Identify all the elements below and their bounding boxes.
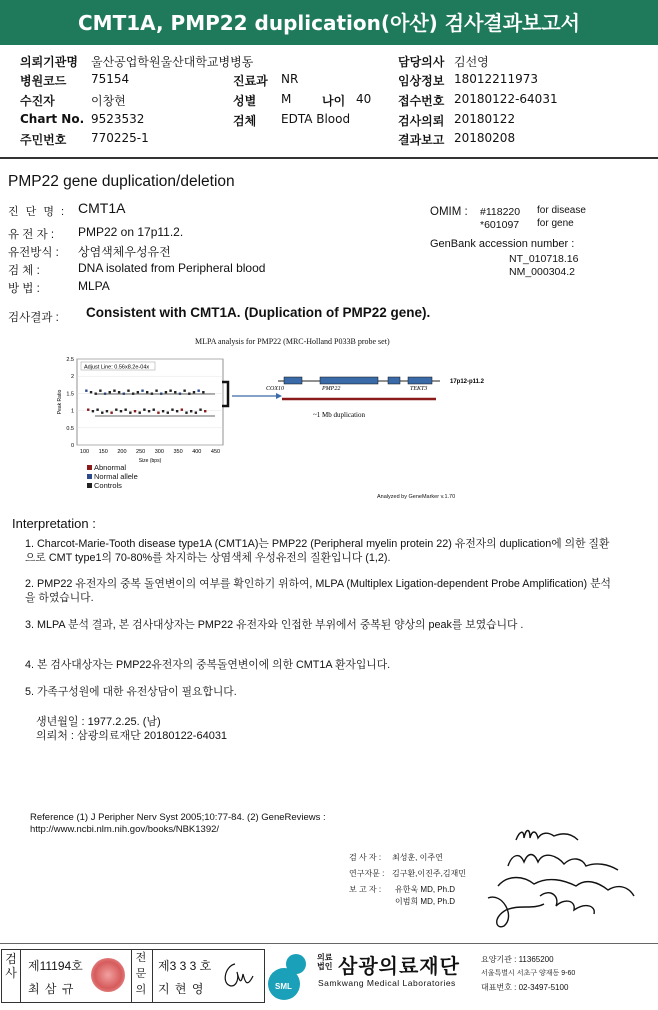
patient-label: 수진자 xyxy=(20,94,55,108)
peak-point xyxy=(204,410,206,412)
peak-point xyxy=(165,391,167,393)
gene-value: PMP22 on 17p11.2. xyxy=(78,225,184,239)
requested-label: 검사의뢰 xyxy=(398,114,445,128)
requested-value: 20180122 xyxy=(454,112,516,126)
tester-label: 검 사 자 : xyxy=(349,853,382,862)
analyzed-by: Analyzed by GeneMarker v.1.70 xyxy=(377,494,456,500)
sex-value: M xyxy=(281,92,292,106)
reported-value: 20180208 xyxy=(454,131,516,145)
clinical-value: 18012211973 xyxy=(454,72,538,86)
peak-point xyxy=(113,390,115,392)
reference-url[interactable]: http://www.ncbi.nlm.nih.gov/books/NBK1392/ xyxy=(30,824,220,835)
org-english: Samkwang Medical Laboratories xyxy=(318,978,456,988)
peak-point xyxy=(85,390,87,392)
specialist-label: 전문의 xyxy=(135,951,147,996)
peak-point xyxy=(181,409,183,411)
institution-value: 울산공업학원울산대학교병병동 xyxy=(91,55,254,69)
license-1: 제11194호 xyxy=(28,959,83,973)
bracket xyxy=(222,382,228,406)
xtick-label: 200 xyxy=(117,449,127,455)
seal-stamp xyxy=(91,958,125,992)
diagnosis-value: CMT1A xyxy=(78,200,126,216)
xtick-label: 300 xyxy=(154,449,164,455)
peak-point xyxy=(202,391,204,393)
peak-point xyxy=(118,391,120,393)
dept-label: 진료과 xyxy=(233,74,268,88)
peak-point xyxy=(106,410,108,412)
gene-label-pmp22: PMP22 xyxy=(322,386,341,392)
legend-abnormal-label: Abnormal xyxy=(94,463,127,472)
peak-point xyxy=(174,391,176,393)
legend-controls-label: Controls xyxy=(94,481,122,490)
genbank-label: GenBank accession number : xyxy=(430,238,575,250)
mlpa-plot xyxy=(55,356,225,468)
peak-point xyxy=(153,409,155,411)
institution-label: 의뢰기관명 xyxy=(20,55,78,69)
hospital-code-label: 병원코드 xyxy=(20,74,67,88)
section-title: PMP22 gene duplication/deletion xyxy=(8,173,235,190)
adjust-line-text: Adjust Line: 0.56x8.2e-04x xyxy=(84,364,150,371)
genbank-2: NM_000304.2 xyxy=(509,266,575,278)
ytick-label: 2.5 xyxy=(66,357,74,363)
hospital-code-value: 75154 xyxy=(91,72,130,86)
age-value: 40 xyxy=(356,92,372,106)
peak-point xyxy=(115,409,117,411)
peak-point xyxy=(195,412,197,414)
chart-value: 9523532 xyxy=(91,112,145,126)
patient-value: 이창현 xyxy=(91,94,126,108)
method-label: 방 법 : xyxy=(8,283,40,295)
reported-label: 결과보고 xyxy=(398,133,445,147)
peak-point xyxy=(143,409,145,411)
peak-point xyxy=(169,390,171,392)
doctor-value: 김선영 xyxy=(454,55,489,69)
peak-point xyxy=(197,390,199,392)
report-title: CMT1A, PMP22 duplication(아산) 검사결과보고서 xyxy=(0,0,658,45)
name-1: 최 삼 규 xyxy=(28,982,75,996)
peak-point xyxy=(141,390,143,392)
peak-point xyxy=(87,409,89,411)
researcher-value: 김구환,이진주,김재민 xyxy=(392,869,466,878)
reference-text: Reference (1) J Peripher Nerv Syst 2005;10:77-84. (2) GeneReviews : xyxy=(30,812,326,823)
peak-point xyxy=(127,390,129,392)
figure-title: MLPA analysis for PMP22 (MRC-Holland P033B probe set) xyxy=(195,337,390,346)
peak-point xyxy=(96,409,98,411)
legend-abnormal xyxy=(87,463,138,472)
legend-swatch-controls xyxy=(87,483,92,488)
peak-point xyxy=(92,410,94,412)
ytick-labels xyxy=(66,357,74,449)
ytick-label: 0.5 xyxy=(66,425,74,432)
peak-point xyxy=(183,390,185,392)
locus-label: 17p12-p11.2 xyxy=(450,379,485,385)
legend-controls xyxy=(87,481,138,490)
figure-legend xyxy=(87,463,138,490)
doctor-label: 담당의사 xyxy=(398,55,445,69)
peak-point xyxy=(120,410,122,412)
pmp22-block xyxy=(320,377,378,384)
sml-logo-icon xyxy=(266,950,314,1002)
peak-point xyxy=(139,412,141,414)
result-label: 검사결과 : xyxy=(8,312,59,324)
birth-date: 생년월일 : 1977.2.25. (남) xyxy=(36,716,161,728)
logo-text: SML xyxy=(275,982,292,991)
interpretation-item-4: 4. 본 검사대상자는 PMP22유전자의 중복돌연변이에 의한 CMT1A 환자입니다. xyxy=(25,659,391,671)
legend-swatch-abnormal xyxy=(87,465,92,470)
xtick-label: 400 xyxy=(192,449,202,455)
peak-point xyxy=(155,390,157,392)
handwritten-signatures xyxy=(468,826,636,932)
peak-point xyxy=(110,412,112,414)
license-2: 제3 3 3 호 xyxy=(158,959,212,973)
ytick-label: 2 xyxy=(70,374,74,381)
ytick-label: 1 xyxy=(70,408,74,415)
institution-code: 요양기관 : 11365200 xyxy=(481,955,554,964)
xtick-label: 450 xyxy=(210,449,221,455)
ylabel: Peak Ratio xyxy=(57,389,63,415)
peak-point xyxy=(99,390,101,392)
dept-value: NR xyxy=(281,72,299,86)
inheritance-value: 상염색체우성유전 xyxy=(78,245,171,259)
reporter-label: 보 고 자 : xyxy=(349,885,382,894)
xlabel: Size (bps) xyxy=(138,458,162,464)
box-divider-3 xyxy=(152,949,153,1003)
omim-disease: #118220 xyxy=(480,206,521,218)
org-phone: 대표번호 : 02-3497-5100 xyxy=(481,983,569,992)
clinical-label: 임상정보 xyxy=(398,74,445,88)
specimen-label: 검체 xyxy=(233,114,257,128)
name-2: 지 현 영 xyxy=(158,982,205,996)
peak-point xyxy=(146,391,148,393)
specimen2-value: DNA isolated from Peripheral blood xyxy=(78,261,266,275)
resident-value: 770225-1 xyxy=(91,131,149,145)
omim-label: OMIM : xyxy=(430,206,468,218)
specimen2-label: 검 체 : xyxy=(8,265,40,277)
omim-gene-note: for gene xyxy=(537,218,574,229)
xtick-label: 250 xyxy=(136,449,146,455)
interpretation-heading: Interpretation : xyxy=(12,516,96,531)
peak-point xyxy=(167,412,169,414)
org-address: 서울특별시 서초구 양재동 9-60 xyxy=(481,970,576,977)
peak-point xyxy=(162,410,164,412)
arrow-head xyxy=(276,393,282,399)
plot-frame xyxy=(77,359,223,445)
gene-map xyxy=(218,368,498,428)
tekt3-block xyxy=(408,377,432,384)
omim-disease-note: for disease xyxy=(537,205,586,216)
peak-point xyxy=(185,412,187,414)
genbank-1: NT_010718.16 xyxy=(509,253,579,265)
inheritance-label: 유전방식 : xyxy=(8,247,59,259)
peak-point xyxy=(193,391,195,393)
interpretation-item-1: 1. Charcot-Marie-Tooth disease type1A (CMT1A)는 PMP22 (Peripheral myelin protein 22) 유전자의 duplication에 의한 질환으로 CMT type1의 70-80%를 차지하는 상염색체 우성유전의 질환입니다 (1,2). xyxy=(25,538,610,564)
xtick-labels xyxy=(80,449,220,455)
gene-label: 유 전 자 : xyxy=(8,229,55,241)
peak-point xyxy=(190,410,192,412)
reporter-2: 이범희 MD, Ph.D xyxy=(395,897,456,906)
duplication-label: ~1 Mb duplication xyxy=(313,411,366,419)
peak-point xyxy=(101,412,103,414)
receipt-label: 접수번호 xyxy=(398,94,445,108)
box-divider-1 xyxy=(20,949,21,1003)
interpretation-item-2: 2. PMP22 유전자의 중복 돌연변이의 여부를 확인하기 위하여, MLPA (Multiplex Ligation-dependent Probe Amplification) 분석을 하였습니다. xyxy=(25,578,611,604)
receipt-value: 20180122-64031 xyxy=(454,92,558,106)
client-info: 의뢰처 : 삼광의료재단 20180122-64031 xyxy=(36,730,228,742)
peak-point xyxy=(137,391,139,393)
omim-gene: *601097 xyxy=(480,219,520,231)
peak-point xyxy=(90,391,92,393)
peak-point xyxy=(199,409,201,411)
interpretation-item-5: 5. 가족구성원에 대한 유전상담이 필요합니다. xyxy=(25,686,237,698)
ytick-label: 0 xyxy=(70,443,74,449)
gene-label-cox10: COX10 xyxy=(266,386,284,392)
peak-point xyxy=(134,410,136,412)
org-prefix: 의료법인 xyxy=(317,953,333,971)
peak-point xyxy=(171,409,173,411)
sex-label: 성별 xyxy=(233,94,257,108)
resident-label: 주민번호 xyxy=(20,133,67,147)
chart-label: Chart No. xyxy=(20,112,85,126)
peak-point xyxy=(109,391,111,393)
tester-value: 최성훈, 이주연 xyxy=(392,853,443,862)
reporter-1: 유한욱 MD, Ph.D xyxy=(395,885,456,894)
org-name: 삼광의료재단 xyxy=(338,956,460,978)
age-label: 나이 xyxy=(322,94,346,108)
result-value: Consistent with CMT1A. (Duplication of PMP22 gene). xyxy=(86,305,431,320)
method-value: MLPA xyxy=(78,279,110,293)
xtick-label: 100 xyxy=(79,449,90,455)
specimen-value: EDTA Blood xyxy=(281,112,351,126)
interpretation-item-3: 3. MLPA 분석 결과, 본 검사대상자는 PMP22 유전자와 인접한 부위에서 중복된 양상의 peak를 보였습니다 . xyxy=(25,619,524,631)
header-divider xyxy=(0,157,658,159)
ytick-label: 1.5 xyxy=(66,391,74,398)
legend-normal xyxy=(87,472,138,481)
peak-point xyxy=(124,409,126,411)
gene-label-tekt3: TEKT3 xyxy=(410,386,428,392)
peak-point xyxy=(148,410,150,412)
peak-point xyxy=(129,412,131,414)
legend-normal-label: Normal allele xyxy=(94,472,138,481)
exam-label: 검사 xyxy=(5,952,17,980)
cox10-block xyxy=(284,377,302,384)
gene-block-small xyxy=(388,377,400,384)
specialist-signature xyxy=(219,956,259,994)
xtick-label: 350 xyxy=(173,449,183,455)
peak-point xyxy=(176,410,178,412)
researcher-label: 연구자문 : xyxy=(349,869,385,878)
xtick-label: 150 xyxy=(98,449,108,455)
footer-divider xyxy=(0,943,658,944)
legend-swatch-normal xyxy=(87,474,92,479)
box-divider-2 xyxy=(131,949,132,1003)
peak-point xyxy=(157,412,159,414)
diagnosis-label: 진 단 명 : xyxy=(8,206,67,218)
